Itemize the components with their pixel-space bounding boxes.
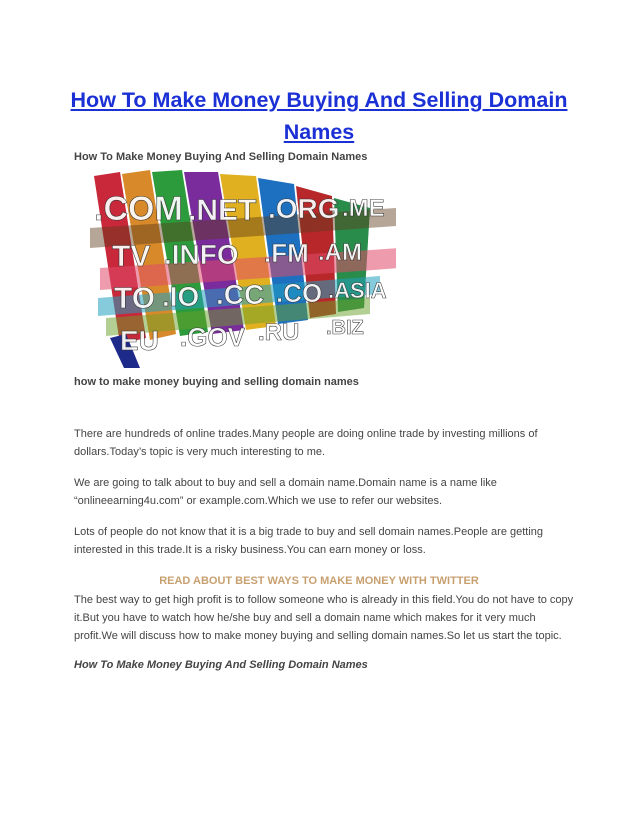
paragraph-2: We are going to talk about to buy and sell a domain name.Domain name is a name like “onlineearning4u.com” or example.com.Which we use to refer our websites.: [74, 477, 497, 507]
label-am: .AM: [318, 239, 362, 266]
label-co: .CO: [276, 278, 323, 308]
label-eu: EU: [120, 325, 159, 356]
label-ru: .RU: [258, 319, 300, 346]
label-gov: .GOV: [180, 322, 246, 352]
label-org: .ORG: [268, 193, 340, 224]
paragraph-3: Lots of people do not know that it is a big trade to buy and sell domain names.People are getting interested in this trade.It is a risky business.You can earn money or loss.: [74, 526, 544, 556]
cta-link[interactable]: READ ABOUT BEST WAYS TO MAKE MONEY WITH TWITTER: [159, 575, 479, 587]
label-net: .NET: [188, 194, 257, 227]
subtitle: How To Make Money Buying And Selling Domain Names: [74, 151, 368, 163]
label-me: .ME: [342, 195, 385, 222]
paragraph-4: The best way to get high profit is to follow someone who is already in this field.You do not have to copy it.But you have to watch how he/she buy and sell a domain name which makes for it very much profit.We will discuss how to make money buying and selling domain names.So let us start the topic.: [74, 594, 574, 642]
domain-extensions-image: [80, 168, 396, 368]
page-title[interactable]: How To Make Money Buying And Selling Domain Names: [70, 88, 568, 144]
label-com: .COM: [94, 190, 183, 228]
label-biz: .BIZ: [326, 317, 364, 339]
label-cc: .CC: [216, 279, 265, 310]
label-asia: .ASIA: [328, 278, 387, 303]
label-io: .IO: [162, 281, 200, 312]
label-to: TO: [114, 282, 156, 315]
label-tv: TV: [112, 240, 151, 273]
label-info: .INFO: [164, 239, 239, 270]
section-heading: How To Make Money Buying And Selling Domain Names: [74, 659, 368, 671]
paragraph-1: There are hundreds of online trades.Many people are doing online trade by investing millions of dollars.Today’s topic is very much interesting to me.: [74, 428, 538, 458]
image-caption: how to make money buying and selling domain names: [74, 376, 359, 388]
label-fm: .FM: [264, 238, 309, 268]
